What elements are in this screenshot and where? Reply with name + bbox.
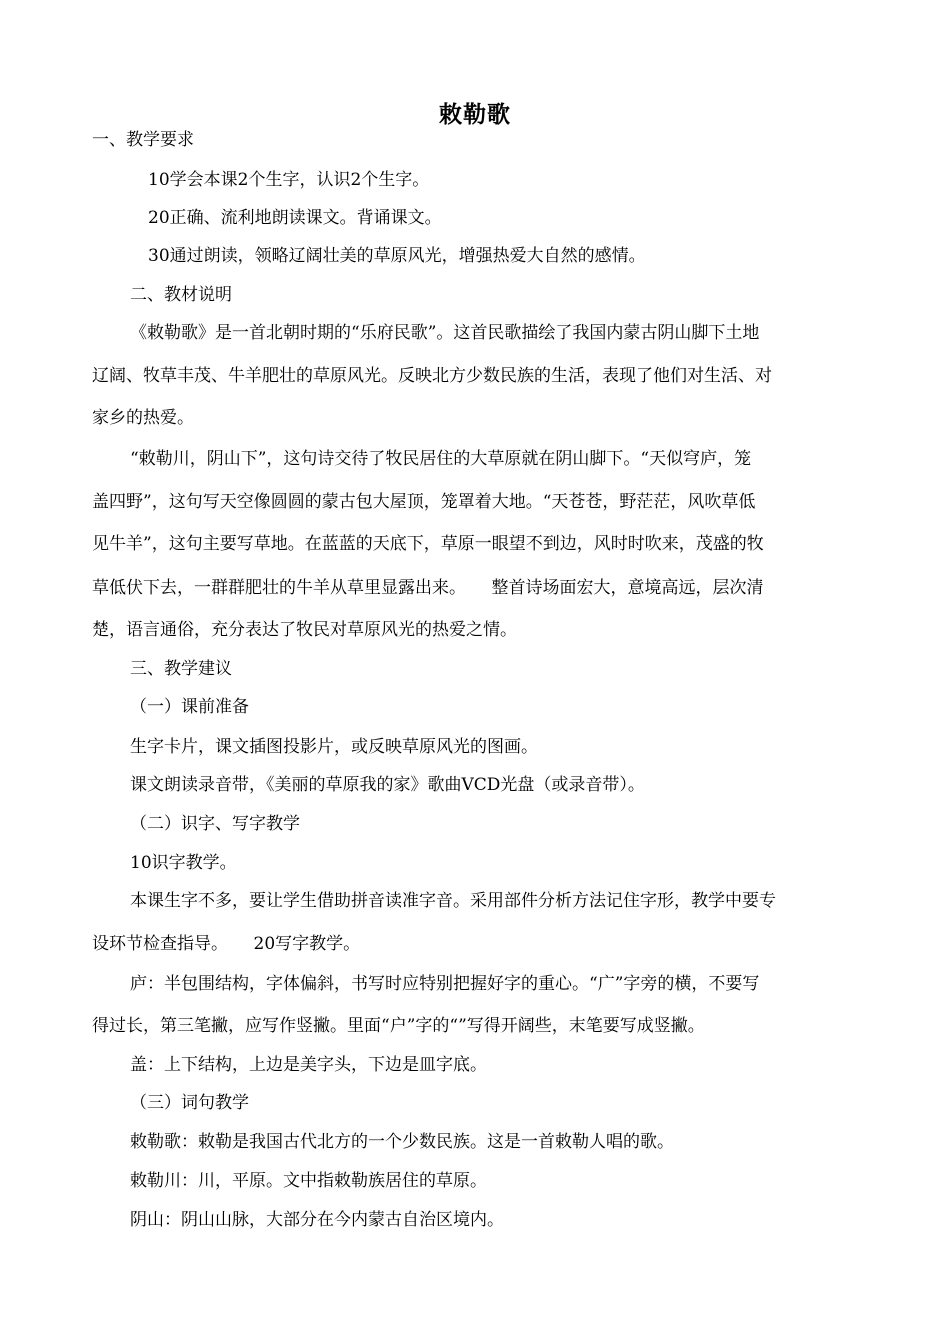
- requirement-item: 30通过朗读，领略辽阔壮美的草原风光，增强热爱大自然的感情。: [148, 246, 646, 266]
- paragraph-line: 盖：上下结构，上边是美字头，下边是皿字底。: [130, 1055, 487, 1075]
- paragraph-line: 生字卡片，课文插图投影片，或反映草原风光的图画。: [130, 737, 538, 757]
- page-title: 敕勒歌: [439, 102, 511, 128]
- paragraph-line: 得过长，第三笔撇，应写作竖撇。里面“户”字的“”写得开阔些，末笔要写成竖撇。: [92, 1016, 705, 1036]
- paragraph-line: 本课生字不多，要让学生借助拼音读准字音。采用部件分析方法记住字形，教学中要专: [130, 891, 776, 911]
- requirement-item: 20正确、流利地朗读课文。背诵课文。: [148, 208, 442, 228]
- paragraph-line: “敕勒川，阴山下”，这句诗交待了牧民居住的大草原就在阴山脚下。“天似穹庐，笼: [130, 449, 752, 469]
- paragraph-line: 10识字教学。: [130, 853, 237, 873]
- section-heading-requirements: 一、教学要求: [92, 130, 194, 150]
- paragraph-line: 楚，语言通俗，充分表达了牧民对草原风光的热爱之情。: [92, 620, 517, 640]
- paragraph-line: 设环节检查指导。 20写字教学。: [92, 934, 361, 954]
- paragraph-line: 《敕勒歌》是一首北朝时期的“乐府民歌”。这首民歌描绘了我国内蒙古阴山脚下土地: [130, 323, 760, 343]
- subsection-heading: （二）识字、写字教学: [130, 814, 300, 834]
- paragraph-line: 阴山：阴山山脉，大部分在今内蒙古自治区境内。: [130, 1210, 504, 1230]
- paragraph-line: 见牛羊”，这句主要写草地。在蓝蓝的天底下，草原一眼望不到边，风时时吹来，茂盛的牧: [92, 534, 764, 554]
- section-heading-suggestions: 三、教学建议: [130, 659, 232, 679]
- paragraph-line: 敕勒歌：敕勒是我国古代北方的一个少数民族。这是一首敕勒人唱的歌。: [130, 1132, 674, 1152]
- subsection-heading: （三）词句教学: [130, 1093, 249, 1113]
- paragraph-line: 辽阔、牧草丰茂、牛羊肥壮的草原风光。反映北方少数民族的生活，表现了他们对生活、对: [92, 366, 772, 386]
- subsection-heading: （一）课前准备: [130, 697, 249, 717]
- section-heading-material: 二、教材说明: [130, 285, 232, 305]
- requirement-item: 10学会本课2个生字，认识2个生字。: [148, 170, 430, 190]
- paragraph-line: 庐：半包围结构，字体偏斜，书写时应特别把握好字的重心。“广”字旁的横，不要写: [130, 974, 760, 994]
- paragraph-line: 盖四野”，这句写天空像圆圆的蒙古包大屋顶，笼罩着大地。“天苍苍，野茫茫，风吹草低: [92, 492, 756, 512]
- paragraph-line: 敕勒川：川，平原。文中指敕勒族居住的草原。: [130, 1171, 487, 1191]
- paragraph-line: 家乡的热爱。: [92, 408, 194, 428]
- paragraph-line: 草低伏下去，一群群肥壮的牛羊从草里显露出来。 整首诗场面宏大，意境高远，层次清: [92, 578, 764, 598]
- paragraph-line: 课文朗读录音带，《美丽的草原我的家》歌曲VCD光盘（或录音带）。: [130, 775, 645, 795]
